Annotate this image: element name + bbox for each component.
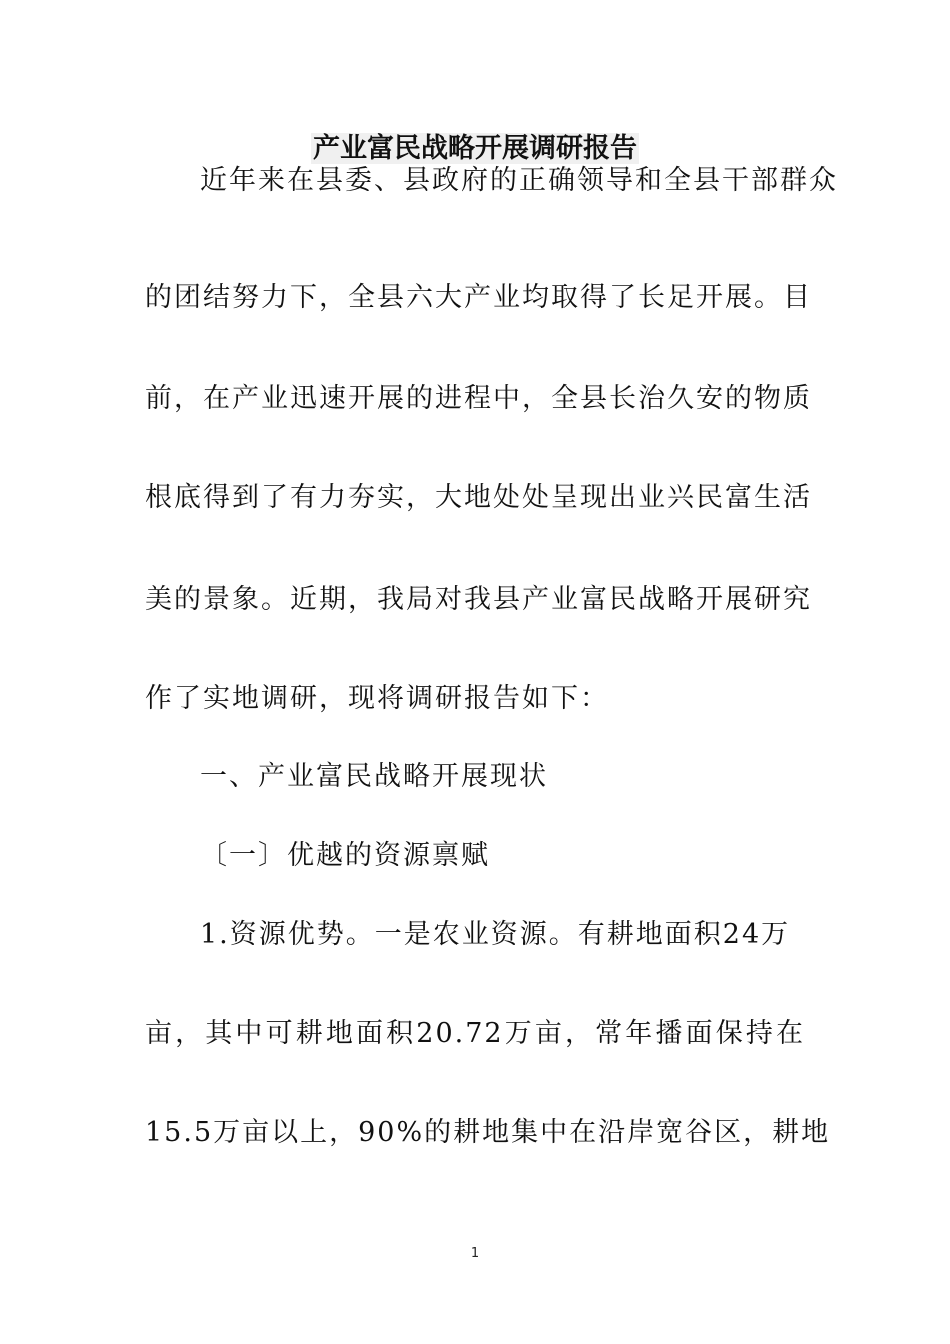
paragraph-line: 近年来在县委、县政府的正确领导和全县干部群众	[200, 165, 838, 196]
paragraph-line: 根底得到了有力夯实，大地处处呈现出业兴民富生活	[145, 482, 812, 513]
paragraph-line: 前，在产业迅速开展的进程中，全县长治久安的物质	[145, 383, 812, 414]
section-heading: 一、产业富民战略开展现状	[200, 761, 548, 792]
subsection-heading: 〔一〕优越的资源禀赋	[200, 840, 490, 871]
document-title: 产业富民战略开展调研报告	[313, 133, 637, 164]
paragraph-line: 亩，其中可耕地面积20.72万亩，常年播面保持在	[145, 1018, 805, 1049]
page-number: 1	[470, 1246, 480, 1261]
paragraph-line: 作了实地调研，现将调研报告如下：	[145, 683, 609, 714]
paragraph-line: 美的景象。近期，我局对我县产业富民战略开展研究	[145, 584, 812, 615]
paragraph-line: 1.资源优势。一是农业资源。有耕地面积24万	[200, 919, 791, 950]
paragraph-line: 的团结努力下，全县六大产业均取得了长足开展。目	[145, 282, 812, 313]
paragraph-line: 15.5万亩以上，90%的耕地集中在沿岸宽谷区，耕地	[145, 1117, 831, 1148]
